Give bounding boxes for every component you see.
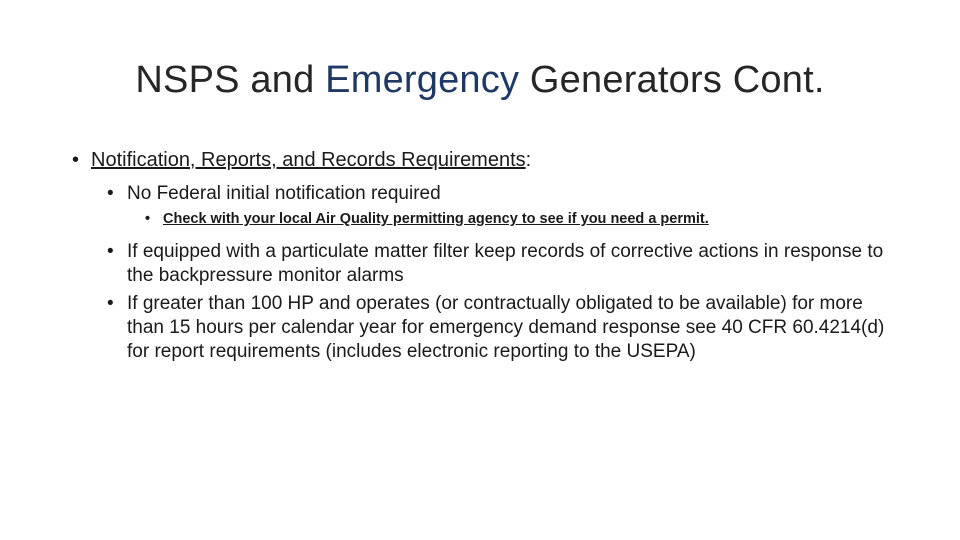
heading-text: Notification, Reports, and Records Requirements [91, 149, 526, 171]
title-part-emergency: Emergency [325, 59, 520, 101]
bullet-text: If greater than 100 HP and operates (or contractually obligated to be available) for more than 15 hours per calendar year for emergency demand response see 40 CFR 60.4214(d) for report requirements (includes electronic reporting to the USEPA) [127, 293, 885, 362]
bullet-dot-icon: • [107, 183, 114, 204]
bullet-text: No Federal initial notification required [127, 183, 441, 204]
bullet-text: If equipped with a particulate matter filter keep records of corrective actions in response to the backpressure monitor alarms [127, 241, 884, 286]
bullet-report-requirements [107, 292, 892, 364]
heading-suffix: : [525, 149, 532, 171]
slide-body [72, 148, 892, 364]
bullet-dot-icon: • [72, 149, 80, 171]
bullet-dot-icon: • [107, 293, 114, 314]
bullet-particulate-filter-records [107, 240, 892, 288]
title-part-3: Generators Cont. [519, 59, 825, 101]
bullet-no-federal-notification [107, 182, 892, 206]
bullet-dot-icon: • [107, 241, 114, 262]
slide-title [0, 54, 960, 106]
title-part-1: NSPS and [135, 59, 326, 101]
bullet-text: Check with your local Air Quality permitting agency to see if you need a permit. [163, 211, 709, 227]
bullet-check-local-agency [145, 209, 892, 229]
bullet-dot-icon: • [145, 211, 151, 227]
bullet-heading [72, 148, 892, 172]
